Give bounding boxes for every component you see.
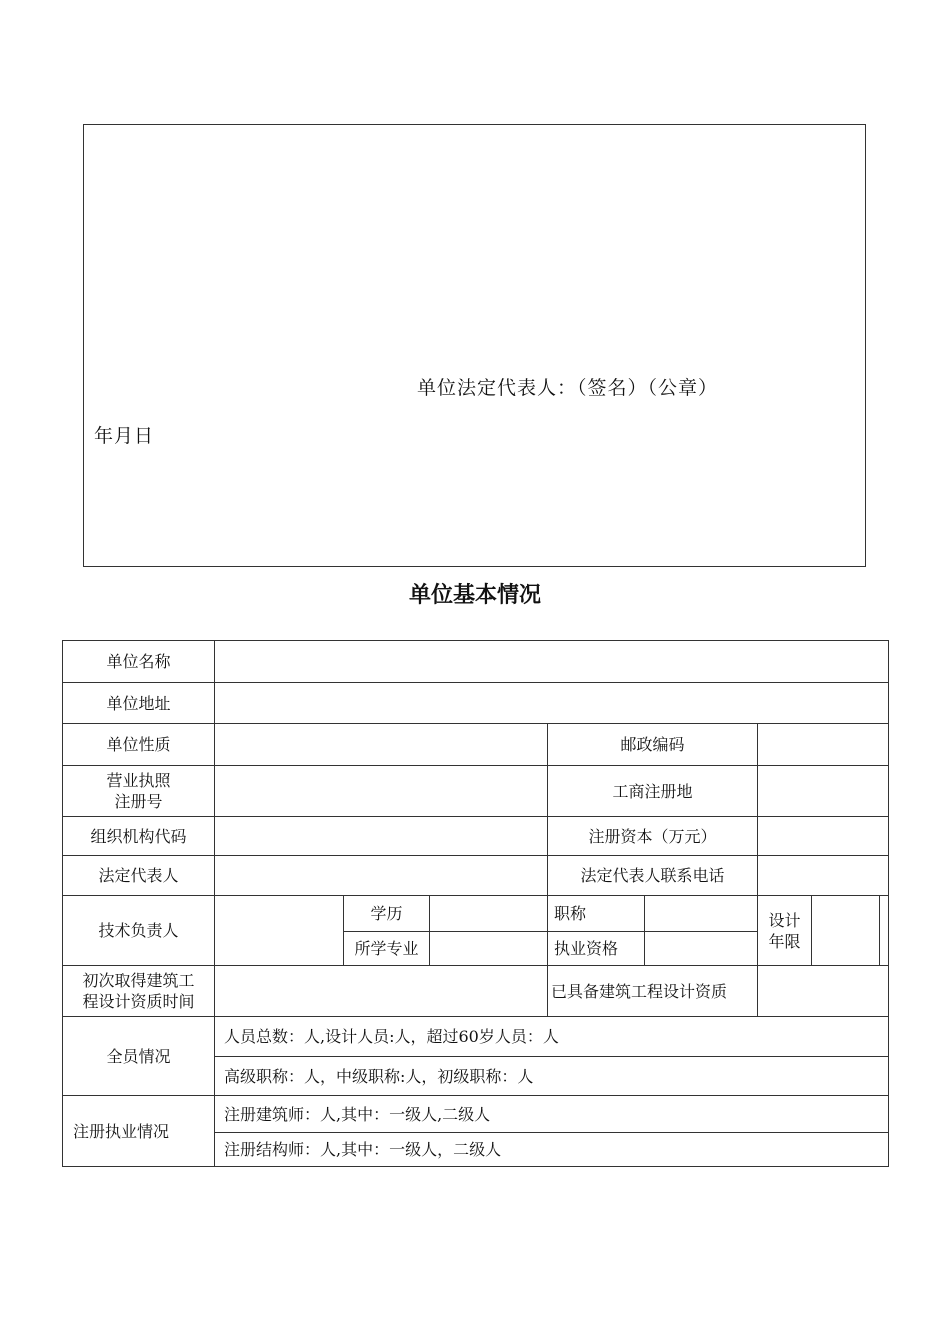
unit-info-table	[62, 640, 889, 1167]
signature-box	[83, 124, 866, 567]
label-legal-rep: 法定代表人	[63, 856, 215, 896]
field-postal-code	[758, 724, 889, 766]
field-legal-rep-phone	[758, 856, 889, 896]
field-unit-nature	[215, 724, 548, 766]
label-first-qual-time-line2: 程设计资质时间	[82, 992, 195, 1011]
label-unit-nature: 单位性质	[63, 724, 215, 766]
label-org-code: 组织机构代码	[63, 817, 215, 856]
label-staff: 全员情况	[63, 1017, 215, 1096]
field-major	[430, 932, 548, 966]
field-legal-rep	[215, 856, 548, 896]
table-row	[63, 856, 889, 896]
field-org-code	[215, 817, 548, 856]
staff-row-2: 高级职称：人，中级职称:人，初级职称：人	[215, 1057, 889, 1096]
table-row	[63, 1096, 889, 1133]
label-legal-rep-phone: 法定代表人联系电话	[548, 856, 758, 896]
table-row	[63, 817, 889, 856]
staff-row-1: 人员总数：人,设计人员:人，超过60岁人员：人	[215, 1017, 889, 1057]
table-gap	[880, 896, 889, 966]
label-registered-capital: 注册资本（万元）	[548, 817, 758, 856]
table-row	[63, 683, 889, 724]
table-row	[63, 766, 889, 817]
label-business-reg-place: 工商注册地	[548, 766, 758, 817]
field-education	[430, 896, 548, 932]
label-practice-qual: 执业资格	[548, 932, 645, 966]
label-title: 职称	[548, 896, 645, 932]
field-practice-qual	[645, 932, 758, 966]
label-registered-practice: 注册执业情况	[63, 1096, 215, 1167]
field-first-qual-time	[215, 966, 548, 1017]
legal-rep-signature-line: 单位法定代表人：（签名）（公章）	[417, 377, 719, 399]
label-unit-address: 单位地址	[63, 683, 215, 724]
date-line: 年月日	[94, 425, 155, 447]
table-row	[63, 1017, 889, 1057]
field-existing-qual	[758, 966, 889, 1017]
field-unit-address	[215, 683, 889, 724]
field-unit-name	[215, 641, 889, 683]
table-row	[63, 966, 889, 1017]
table-row	[63, 724, 889, 766]
label-business-license-line1: 营业执照	[106, 771, 171, 790]
field-business-reg-place	[758, 766, 889, 817]
table-row	[63, 641, 889, 683]
label-unit-name: 单位名称	[63, 641, 215, 683]
field-business-license	[215, 766, 548, 817]
label-existing-qual: 已具备建筑工程设计资质	[548, 966, 758, 1017]
label-tech-lead: 技术负责人	[63, 896, 215, 966]
field-registered-capital	[758, 817, 889, 856]
section-title: 单位基本情况	[408, 583, 541, 608]
label-postal-code: 邮政编码	[548, 724, 758, 766]
label-first-qual-time	[63, 966, 215, 1017]
label-business-license	[63, 766, 215, 817]
label-design-years-line2: 年限	[768, 931, 801, 951]
field-tech-lead	[215, 896, 344, 966]
label-design-years-line1: 设计	[768, 910, 801, 930]
label-first-qual-time-line1: 初次取得建筑工	[82, 971, 195, 990]
label-business-license-line2: 注册号	[114, 792, 163, 811]
label-major: 所学专业	[344, 932, 430, 966]
table-row	[63, 896, 889, 932]
practice-row-1: 注册建筑师：人,其中：一级人,二级人	[215, 1096, 889, 1133]
label-design-years	[758, 896, 812, 966]
label-education: 学历	[344, 896, 430, 932]
field-title	[645, 896, 758, 932]
field-design-years	[812, 896, 880, 966]
practice-row-2: 注册结构师：人,其中：一级人，二级人	[215, 1133, 889, 1167]
